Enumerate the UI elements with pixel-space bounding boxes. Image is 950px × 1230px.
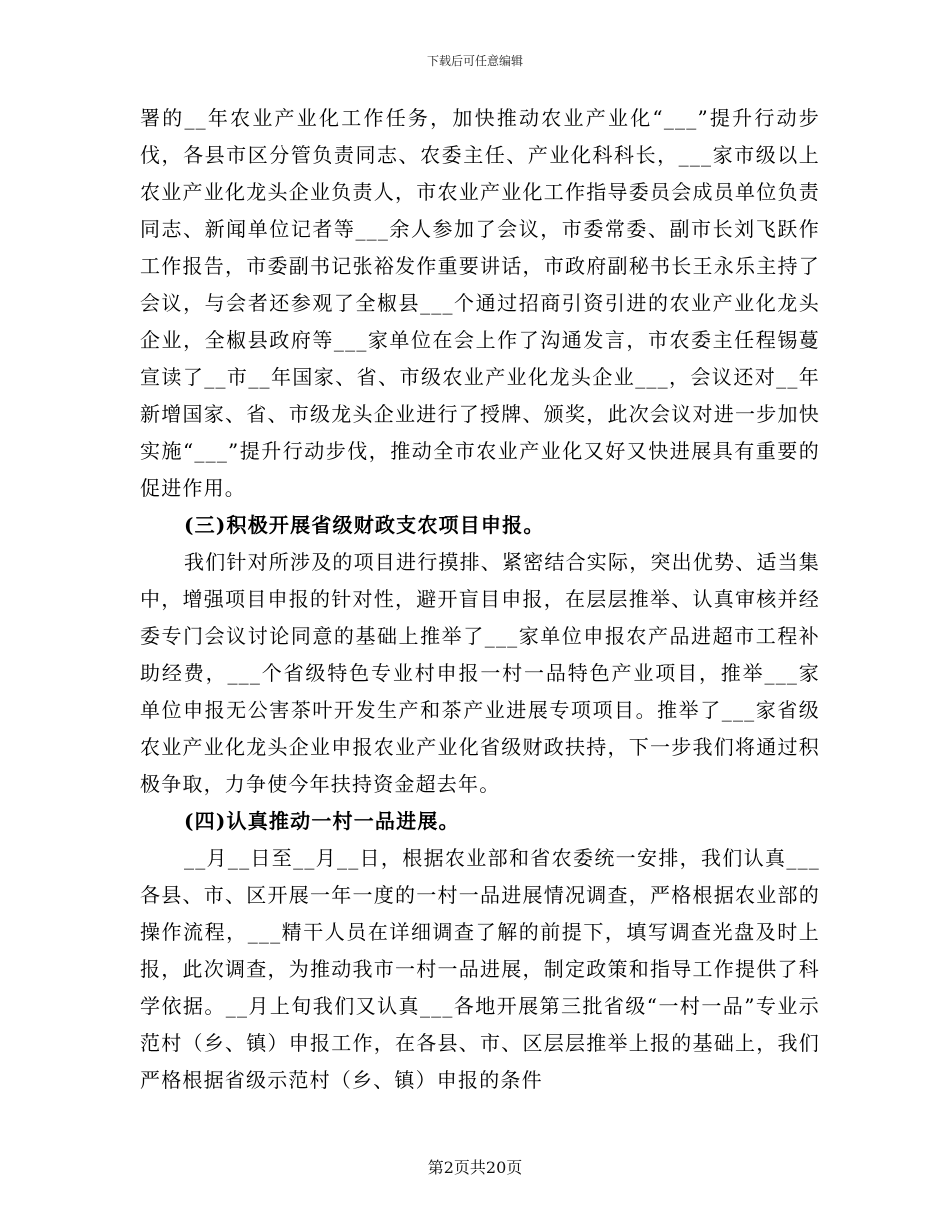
document-body: [140, 100, 820, 1099]
section-heading-3: (三)积极开展省级财政支农项目申报。: [184, 513, 545, 537]
page-header-note: 下载后可任意编辑: [426, 54, 523, 68]
paragraph-meeting-summary: 署的__年农业产业化工作任务，加快推动农业产业化“___”提升行动步伐，各县市区分管负责同志、农委主任、产业化科科长，___家市级以上农业产业化龙头企业负责人，市农业产业化工作指导委员会成员单位负责同志、新闻单位记者等___余人参加了会议，市委常委、副市长刘飞跃作工作报告，市委副书记张裕发作重要讲话，市政府副秘书长王永乐主持了会议，与会者还参观了全椒县___个通过招商引资引进的农业产业化龙头企业，全椒县政府等___家单位在会上作了沟通发言，市农委主任程锡蔓宣读了__市__年国家、省、市级农业产业化龙头企业___，会议还对__年新增国家、省、市级龙头企业进行了授牌、颁奖，此次会议对进一步加快实施“___”提升行动步伐，推动全市农业产业化又好又快进展具有重要的促进作用。: [140, 106, 820, 500]
section-heading-4: (四)认真推动一村一品进展。: [184, 809, 460, 833]
paragraph-project-application: 我们针对所涉及的项目进行摸排、紧密结合实际，突出优势、适当集中，增强项目申报的针对性，避开盲目申报，在层层推举、认真审核并经委专门会议讨论同意的基础上推举了___家单位申报农产品进超市工程补助经费，___个省级特色专业村申报一村一品特色产业项目，推举___家单位申报无公害茶叶开发生产和茶产业进展专项项目。推举了___家省级农业产业化龙头企业申报农业产业化省级财政扶持，下一步我们将通过积极争取，力争使今年扶持资金超去年。: [140, 550, 820, 796]
paragraph-one-village-one-product: __月__日至__月__日，根据农业部和省农委统一安排，我们认真___各县、市、区开展一年一度的一村一品进展情况调查，严格根据农业部的操作流程，___精干人员在详细调查了解的前提下，填写调查光盘及时上报，此次调查，为推动我市一村一品进展，制定政策和指导工作提供了科学依据。__月上旬我们又认真___各地开展第三批省级“一村一品”专业示范村（乡、镇）申报工作，在各县、市、区层层推举上报的基础上，我们严格根据省级示范村（乡、镇）申报的条件: [140, 846, 820, 1092]
page-number: 第2页共20页: [427, 1158, 523, 1177]
